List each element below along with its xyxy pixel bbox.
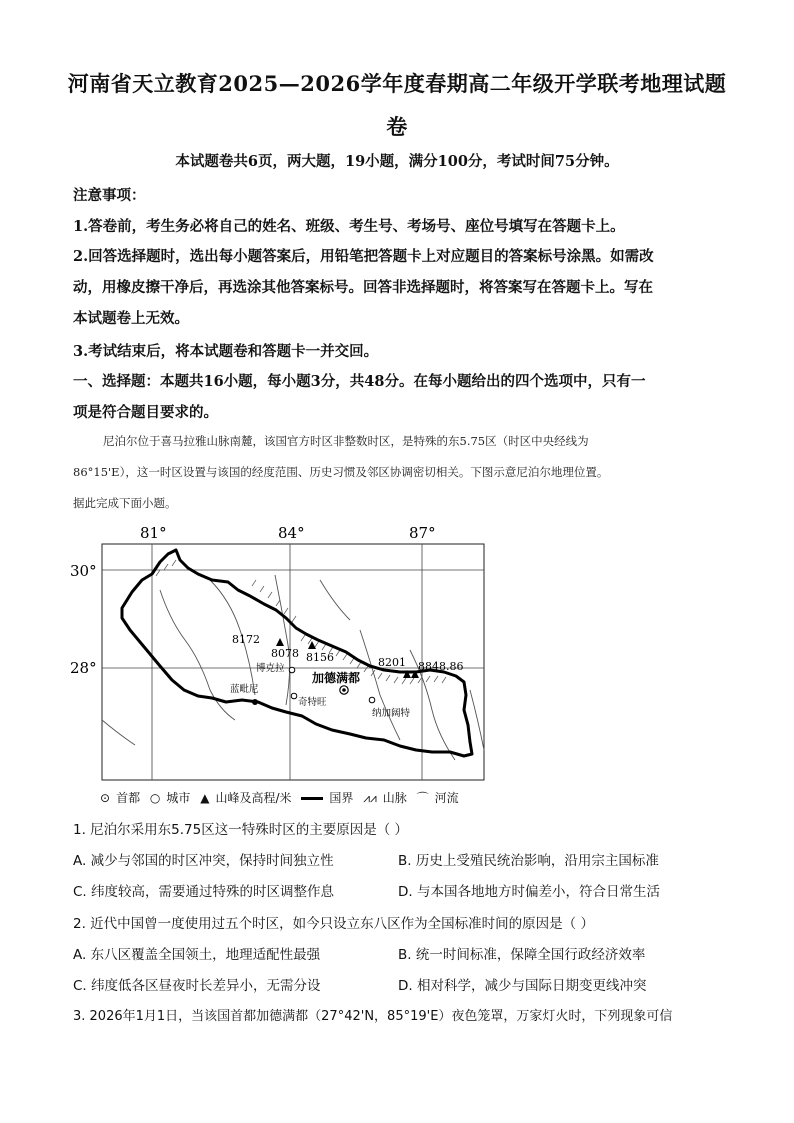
- river: [102, 720, 135, 745]
- river: [320, 580, 350, 620]
- map-legend: [100, 789, 465, 806]
- legend-city: 城市: [166, 791, 191, 805]
- lat-label-28: 28°: [70, 659, 97, 677]
- lon-label-81: 81°: [140, 524, 167, 542]
- peak-label-8172: 8172: [232, 633, 260, 646]
- city-label-nagarkot: 纳加阔特: [372, 708, 411, 719]
- city-marker-lumbini: [252, 699, 258, 705]
- intro-line3: 据此完成下面小题。: [73, 496, 177, 510]
- note-2-line2: 动，用橡皮擦干净后，再选涂其他答案标号。回答非选择题时，将答案写在答题卡上。写在: [73, 279, 653, 296]
- lon-label-84: 84°: [278, 524, 305, 542]
- q1-option-c: C. 纬度较高，需要通过特殊的时区调整作息: [73, 884, 335, 900]
- legend-peak: 山峰及高程/米: [215, 791, 292, 805]
- border-legend-icon: [301, 797, 323, 800]
- nepal-map: [60, 520, 500, 810]
- note-2-line3: 本试题卷上无效。: [73, 310, 189, 327]
- capital-label: 加德满都: [312, 671, 361, 685]
- capital-legend-icon: ⊙: [100, 791, 111, 805]
- peak-label-8078: 8078: [271, 647, 299, 660]
- q1-option-a: A. 减少与邻国的时区冲突，保持时间独立性: [73, 853, 334, 869]
- exam-title: 河南省天立教育2025—2026学年度春期高二年级开学联考地理试题: [67, 71, 727, 96]
- legend-mountain: 山脉: [382, 791, 407, 805]
- q2-option-c: C. 纬度低各区昼夜时长差异小，无需分设: [73, 978, 321, 994]
- exam-title-continued: 卷: [386, 114, 408, 139]
- section1-heading-line2: 项是符合题目要求的。: [73, 404, 218, 421]
- legend-border: 国界: [329, 791, 354, 805]
- exam-subtitle: 本试题卷共6页，两大题，19小题，满分100分，考试时间75分钟。: [175, 153, 619, 170]
- q1-option-d: D. 与本国各地地方时偏差小，符合日常生活: [398, 884, 660, 900]
- peak-legend-icon: ▲: [200, 791, 210, 805]
- question-2: 2. 近代中国曾一度使用过五个时区，如今只设立东八区作为全国标准时间的原因是（ ）: [73, 916, 594, 932]
- peak-label-8156: 8156: [306, 651, 334, 664]
- river-legend-icon: ⌒: [416, 791, 429, 805]
- legend-river: 河流: [434, 791, 459, 805]
- peak-label-everest: 8848.86: [418, 660, 464, 673]
- note-3: 3.考试结束后，将本试题卷和答题卡一并交回。: [73, 343, 379, 360]
- q2-option-b: B. 统一时间标准，保障全国行政经济效率: [398, 947, 646, 963]
- peak-8172-marker: [276, 638, 284, 646]
- question-1: 1. 尼泊尔采用东5.75区这一特殊时区的主要原因是（ ）: [73, 822, 409, 838]
- note-2-line1: 2.回答选择题时，选出每小题答案后，用铅笔把答题卡上对应题目的答案标号涂黑。如需改: [73, 248, 654, 265]
- question-3: 3. 2026年1月1日，当该国首都加德满都（27°42'N，85°19'E）夜色笼罩，万家灯火时，下列现象可信: [73, 1009, 673, 1024]
- note-1: 1.答卷前，考生务必将自己的姓名、班级、考生号、考场号、座位号填写在答题卡上。: [73, 218, 625, 235]
- legend-capital: 首都: [116, 791, 141, 805]
- river: [470, 690, 484, 750]
- city-label-pokhara: 博克拉: [256, 663, 285, 674]
- lon-label-87: 87°: [409, 524, 436, 542]
- q2-option-a: A. 东八区覆盖全国领土，地理适配性最强: [73, 947, 321, 963]
- city-label-lumbini: 蓝毗尼: [230, 684, 259, 695]
- city-marker-chitwan: [291, 693, 297, 699]
- city-legend-icon: ○: [149, 791, 161, 805]
- q1-option-b: B. 历史上受殖民统治影响，沿用宗主国标准: [398, 853, 659, 869]
- peak-label-8201: 8201: [378, 656, 406, 669]
- city-label-chitwan: 奇特旺: [298, 697, 327, 708]
- lat-label-30: 30°: [70, 562, 97, 580]
- city-marker-nagarkot: [369, 697, 375, 703]
- notes-heading: 注意事项：: [73, 187, 146, 204]
- q2-option-d: D. 相对科学，减少与国际日期变更线冲突: [398, 978, 647, 994]
- river: [275, 575, 290, 705]
- river: [360, 630, 400, 740]
- intro-line2: 86°15'E），这一时区设置与该国的经度范围、历史习惯及邻区协调密切相关。下图示意尼泊尔地理位置。: [73, 465, 609, 479]
- section1-heading-line1: 一、选择题：本题共16小题，每小题3分，共48分。在每小题给出的四个选项中，只有一: [73, 373, 646, 390]
- intro-line1: 尼泊尔位于喜马拉雅山脉南麓，该国官方时区非整数时区，是特殊的东5.75区（时区中央经线为: [103, 434, 589, 448]
- city-marker-pokhara: [289, 667, 295, 673]
- mountain-legend-icon: ⩘⩘: [363, 791, 377, 805]
